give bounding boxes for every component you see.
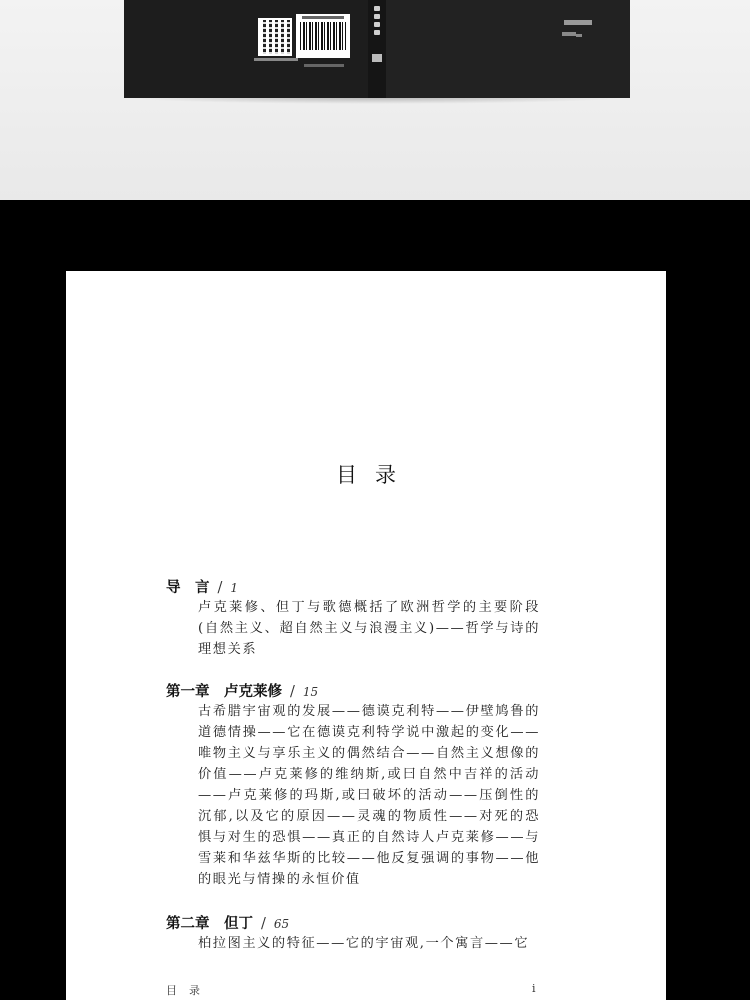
toc-page-number: 65 — [273, 917, 290, 931]
page-title: 目录 — [336, 463, 414, 487]
page-scan-frame — [0, 200, 750, 1000]
toc-heading-text: 第一章 卢克莱修 — [166, 683, 282, 700]
book-cover — [124, 0, 630, 98]
toc-separator: / — [290, 684, 295, 700]
toc-entry-chapter-1 — [166, 680, 540, 890]
running-footer: 目录 — [166, 984, 212, 997]
price-label — [304, 64, 344, 67]
contents-page — [66, 271, 666, 1000]
translator-name — [562, 32, 576, 36]
toc-entry-introduction — [166, 576, 540, 660]
back-cover — [124, 0, 368, 98]
isbn-barcode — [296, 14, 350, 58]
toc-summary: 卢克莱修、但丁与歌德概括了欧洲哲学的主要阶段(自然主义、超自然主义与浪漫主义)——哲学与诗的理想关系 — [198, 600, 540, 657]
qr-code — [260, 20, 290, 54]
book-spine — [368, 0, 386, 98]
toc-separator: / — [217, 580, 223, 596]
toc-page-number: 1 — [230, 581, 239, 595]
qr-caption — [254, 58, 298, 61]
toc-separator: / — [261, 916, 266, 932]
toc-heading — [166, 912, 540, 933]
folio-number: i — [532, 982, 536, 995]
toc-summary: 古希腊宇宙观的发展——德谟克利特——伊壁鸠鲁的道德情操——它在德谟克利特学说中激起的变化——唯物主义与享乐主义的偶然结合——自然主义想像的价值——卢克莱修的维纳斯,或曰自然中吉祥的活动——卢克莱修的玛斯,或曰破坏的活动——压倒性的沉郁,以及它的原因——灵魂的物质性——对死的恐惧与对生的恐惧——真正的自然诗人卢克莱修——与雪莱和华兹华斯的比较——他反复强调的事物——他的眼光与情操的永恒价值 — [198, 704, 540, 887]
toc-summary: 柏拉图主义的特征——它的宇宙观,一个寓言——它 — [198, 936, 530, 951]
front-cover — [386, 0, 630, 98]
publisher-logo — [372, 54, 382, 62]
toc-page-number: 15 — [302, 685, 319, 699]
author-name — [564, 20, 592, 25]
toc-heading-text: 第二章 但丁 — [166, 915, 253, 932]
book-photo — [0, 0, 750, 200]
toc-heading — [166, 576, 540, 597]
toc-entry-chapter-2 — [166, 912, 540, 954]
toc-heading-text: 导 言 — [166, 579, 210, 596]
toc-heading — [166, 680, 540, 701]
